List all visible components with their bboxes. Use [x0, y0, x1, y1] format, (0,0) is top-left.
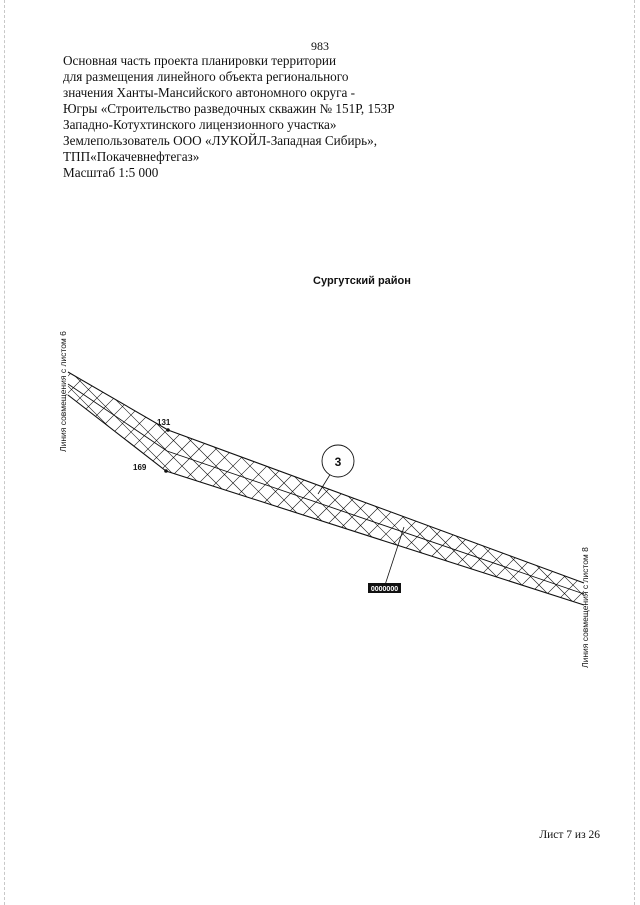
corridor-lower-boundary	[68, 395, 584, 605]
hatch-line	[492, 300, 640, 700]
hatch-line	[237, 300, 637, 700]
hatch-line	[370, 300, 640, 700]
hatch-line	[152, 300, 552, 700]
header-line: ТПП«Покачевнефтегаз»	[63, 149, 200, 164]
hatch-line	[424, 300, 640, 700]
hatch-line	[458, 300, 640, 700]
hatch-line	[0, 300, 348, 700]
hatch-line	[0, 300, 280, 700]
hatch-line	[322, 300, 640, 700]
hatch-line	[118, 300, 518, 700]
zone-marker-number: 3	[334, 455, 342, 469]
hatch-line	[33, 300, 433, 700]
point-label-131: 131	[157, 418, 171, 427]
hatch-line	[0, 300, 263, 700]
hatch-line	[560, 300, 640, 700]
hatch-line	[0, 300, 212, 700]
hatch-line	[169, 300, 569, 700]
hatch-line	[220, 300, 620, 700]
hatch-line	[543, 300, 640, 700]
hatch-line	[237, 300, 637, 700]
hatch-line	[356, 300, 640, 700]
header-line: Западно-Котухтинского лицензионного участка»	[63, 117, 337, 132]
hatch-line	[50, 300, 450, 700]
hatch-line	[509, 300, 640, 700]
header-line: значения Ханты-Мансийского автономного округа -	[63, 85, 356, 100]
hatch-line	[0, 300, 263, 700]
header-line: Основная часть проекта планировки территории	[63, 53, 337, 68]
hatch-line	[135, 300, 535, 700]
hatch-line	[0, 300, 297, 700]
hatch-line	[0, 300, 229, 700]
hatch-line	[186, 300, 586, 700]
header-line: Югры «Строительство разведочных скважин № 151Р, 153Р	[63, 101, 395, 116]
hatch-line	[0, 300, 178, 700]
hatch-line	[84, 300, 484, 700]
hatch-line	[0, 300, 280, 700]
hatch-line	[169, 300, 569, 700]
hatch-line	[424, 300, 640, 700]
hatch-line	[356, 300, 640, 700]
hatch-line	[407, 300, 640, 700]
hatch-line	[0, 300, 110, 700]
hatch-line	[0, 300, 59, 700]
hatch-line	[0, 300, 110, 700]
left-match-line-label: Линия совмещения с листом 6	[58, 331, 68, 452]
hatch-line	[0, 300, 59, 700]
hatch-line	[594, 300, 640, 700]
hatch-line	[611, 300, 640, 700]
hatch-line	[0, 300, 93, 700]
hatch-line	[186, 300, 586, 700]
hatch-line	[0, 300, 297, 700]
hatch-line	[0, 300, 8, 700]
hatch-line	[611, 300, 640, 700]
hatch-line	[0, 300, 178, 700]
right-match-line-label: Линия совмещения с листом 8	[580, 547, 590, 668]
boundary-point-169	[164, 469, 168, 473]
hatch-line	[203, 300, 603, 700]
scale-label: Масштаб 1:5 000	[63, 165, 159, 180]
page-number: 983	[311, 39, 329, 53]
hatch-line	[0, 300, 42, 700]
hatch-line	[0, 300, 195, 700]
hatch-line	[0, 300, 25, 700]
hatch-line	[509, 300, 640, 700]
hatch-line	[407, 300, 640, 700]
hatch-line	[370, 300, 640, 700]
hatch-line	[458, 300, 640, 700]
hatch-line	[0, 300, 246, 700]
hatch-line	[0, 300, 195, 700]
hatch-line	[560, 300, 640, 700]
hatch-line	[339, 300, 640, 700]
hatch-line	[0, 300, 8, 700]
corridor-upper-boundary	[68, 372, 584, 583]
hatch-line	[0, 300, 42, 700]
hatch-line	[441, 300, 640, 700]
header-line: для размещения линейного объекта регионального	[63, 69, 349, 84]
hatch-line	[0, 300, 144, 700]
header-line: Землепользователь ООО «ЛУКОЙЛ-Западная Сибирь»,	[63, 133, 378, 148]
sheet-number: Лист 7 из 26	[539, 829, 600, 841]
hatch-line	[67, 300, 467, 700]
hatch-line	[0, 300, 161, 700]
hatch-line	[0, 300, 331, 700]
hatch-line	[339, 300, 640, 700]
hatch-line	[0, 300, 331, 700]
hatch-line	[628, 300, 640, 700]
hatch-line	[492, 300, 640, 700]
hatch-line	[594, 300, 640, 700]
hatch-line	[16, 300, 416, 700]
hatch-line	[475, 300, 640, 700]
boundary-point-131	[166, 428, 170, 432]
parcel-label-text: 0000000	[370, 586, 399, 593]
hatch-line	[390, 300, 640, 700]
hatch-line	[101, 300, 501, 700]
hatch-line	[0, 300, 25, 700]
hatch-line	[0, 300, 348, 700]
hatch-line	[322, 300, 640, 700]
hatch-line	[441, 300, 640, 700]
hatch-line	[16, 300, 416, 700]
hatch-line	[628, 300, 640, 700]
hatch-line	[390, 300, 640, 700]
point-label-169: 169	[133, 463, 147, 472]
corridor-hatch	[0, 300, 640, 700]
hatch-line	[0, 300, 212, 700]
hatch-line	[0, 300, 93, 700]
zone-marker-leader	[318, 473, 331, 494]
hatch-line	[220, 300, 620, 700]
hatch-line	[0, 300, 246, 700]
hatch-line	[0, 300, 144, 700]
hatch-line	[203, 300, 603, 700]
hatch-line	[50, 300, 450, 700]
region-label: Сургутский район	[313, 275, 411, 287]
hatch-line	[543, 300, 640, 700]
hatch-line	[0, 300, 161, 700]
hatch-line	[475, 300, 640, 700]
corridor-centerline	[68, 384, 584, 594]
hatch-line	[0, 300, 229, 700]
hatch-line	[33, 300, 433, 700]
